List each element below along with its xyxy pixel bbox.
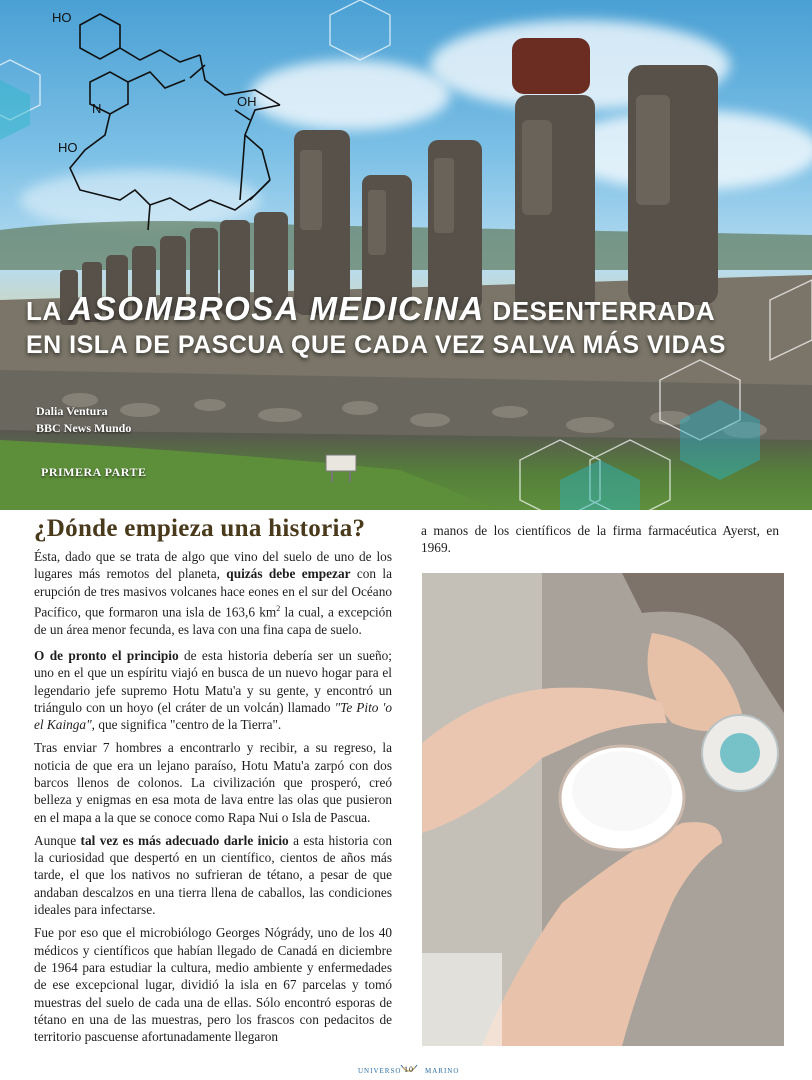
molecule-diagram: [70, 14, 280, 230]
title-emphasis: ASOMBROSA MEDICINA: [68, 290, 485, 327]
author-outlet: BBC News Mundo: [36, 421, 132, 435]
text-span: a esta historia con la curiosidad que despertó en un científico, cientos de años más tarde, el que los nativos no sufrieran de tétano, a pesar de que andaban descalzos en una tierra llena de caballos, las condiciones ideales para infectarse.: [34, 832, 392, 918]
sign: [326, 455, 356, 471]
text-span: con la erupción de tres masivos volcanes hace eones en el sur del Océano Pacífico, que formaron una isla de 163,6 km: [34, 566, 392, 620]
title-line-2: EN ISLA DE PASCUA QUE CADA VEZ SALVA MÁS VIDAS: [26, 331, 726, 359]
molecule-label-ho-top: HO: [52, 10, 72, 25]
page-number: 10: [404, 1065, 414, 1074]
article-body-right: [421, 522, 779, 557]
molecule-label-oh-right: OH: [237, 94, 257, 109]
title-suffix: DESENTERRADA: [484, 296, 716, 326]
text-span: de esta historia debería ser un sueño; uno en el que un espíritu viajó en busca de un nuevo hogar para el legendario jefe supremo Hotu Matu'a y su gente, y encontró un triángulo con un hoyo (el cráter de un volcán) llamado: [34, 647, 392, 715]
footer-right-label: MARINO: [425, 1067, 460, 1075]
title-prefix: LA: [26, 296, 69, 326]
paragraph: Tras enviar 7 hombres a encontrarlo y recibir, a su regreso, la noticia de que era un lejano paraíso, Hotu Matu'a zarpó con dos barcos llenos de colonos. La civilización que prosperó, creó belleza y enigmas en esa mota de lava entre las olas que pusieron en el mapa a la que se conoce como Rapa Nui o Isla de Pascua.: [34, 740, 392, 825]
article-body-left: [34, 514, 392, 1051]
bold-span: tal vez es más adecuado darle inicio: [80, 832, 289, 848]
footer-left-label: UNIVERSO: [358, 1067, 402, 1075]
pukao-hat: [512, 38, 590, 94]
author-byline: [36, 403, 131, 437]
superscript: 2: [276, 603, 281, 613]
paragraph: a manos de los científicos de la firma farmacéutica Ayerst, en 1969.: [421, 523, 779, 556]
bold-span: quizás debe empezar: [226, 566, 351, 582]
paragraph: [34, 832, 392, 918]
text-span: Aunque: [34, 832, 81, 848]
italic-span: "Te Pito 'o el Kainga": [34, 699, 392, 733]
photo-illustration: [422, 573, 784, 1046]
bold-span: O de pronto el principio: [34, 647, 179, 663]
article-heading: ¿Dónde empieza una historia?: [34, 515, 366, 542]
author-name: Dalia Ventura: [36, 404, 108, 418]
article-title: [26, 292, 786, 362]
page-footer: [0, 1060, 812, 1080]
paragraph: [34, 548, 392, 638]
part-label: PRIMERA PARTE: [41, 465, 147, 479]
paragraph: [34, 647, 392, 733]
title-line-1: [26, 292, 786, 328]
text-span: la cual, a excepción de un área menor fecunda, es lava con una fina capa de suelo.: [34, 604, 392, 637]
text-span: Ésta, dado que se trata de algo que vino del suelo de uno de los lugares más remotos del planeta,: [34, 549, 392, 582]
text-span: , que significa "centro de la Tierra".: [91, 717, 282, 733]
molecule-label-n: N: [92, 101, 102, 116]
hero-banner: [0, 0, 812, 510]
cream-jar-photo: [422, 573, 784, 1046]
paragraph: Fue por eso que el microbiólogo Georges Nógrády, uno de los 40 médicos y científicos que habían llegado de Canadá en diciembre de 1964 para estudiar la cultura, medio ambiente y enfermedades de ese excepcional lugar, dividió la isla en 67 parcelas y tomó muestras del suelo de cada una de ellas. Sólo encontró esporas de tétano en una de las muestras, pero los frascos con pedacitos de territorio pascuense afortunadamente llegaron: [34, 925, 392, 1045]
molecule-label-ho-left: HO: [58, 140, 78, 155]
